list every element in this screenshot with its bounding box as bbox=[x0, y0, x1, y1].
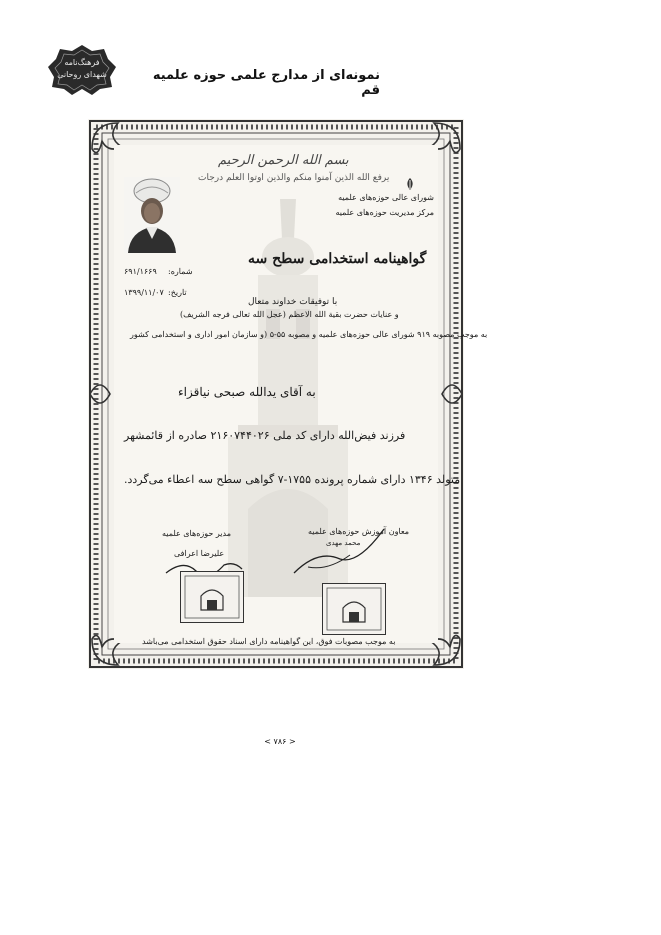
emblem-icon bbox=[403, 177, 417, 191]
logo-text-line1: فرهنگ‌نامه bbox=[64, 58, 100, 67]
bismillah-text: بسم الله الرحمن الرحیم bbox=[218, 153, 349, 168]
verse-text: یرفع الله الذین آمنوا منکم والذین اوتوا العلم درجات bbox=[198, 173, 390, 183]
certificate-footer: به موجب مصوبات فوق، این گواهینامه دارای اسناد حقوق استخدامی می‌باشد bbox=[142, 637, 396, 646]
page-heading: نمونه‌ای از مدارج علمی حوزه علمیه قم bbox=[152, 68, 380, 98]
signatory-left-name: علیرضا اعرافی bbox=[174, 549, 225, 558]
portrait-photo bbox=[124, 177, 180, 253]
date-value: ۱۳۹۹/۱۱/۰۷ bbox=[124, 288, 164, 297]
page-number: < ۷۸۶ > bbox=[264, 737, 296, 746]
signatory-right-title: معاون آموزش حوزه‌های علمیه bbox=[308, 527, 410, 536]
number-label: شماره: bbox=[168, 267, 193, 276]
intro-line-1: با توفیقات خداوند متعال bbox=[248, 297, 338, 307]
intro-line-3: به موجب مصوبه ۹۱۹ شورای عالی حوزه‌های علمیه و مصوبه ۵۵-۵ (و سازمان امور اداری و استخدامی کشور bbox=[130, 330, 488, 339]
intro-line-2: و عنایات حضرت بقیة الله الاعظم (عجل الله تعالی فرجه الشریف) bbox=[180, 310, 399, 319]
certificate-title: گواهینامه استخدامی سطح سه bbox=[248, 251, 427, 267]
number-value: ۶۹۱/۱۶۶۹ bbox=[124, 267, 157, 276]
stamp-right-emblem bbox=[323, 584, 385, 634]
recipient-birth-line: متولد ۱۳۴۶ دارای شماره پرونده ۱۷۵۵-۷ گواهی سطح سه اعطاء می‌گردد. bbox=[124, 473, 461, 486]
signatory-left-title: مدیر حوزه‌های علمیه bbox=[162, 529, 232, 538]
stamp-left-emblem bbox=[181, 572, 243, 622]
signature-right bbox=[288, 519, 398, 579]
logo-badge bbox=[46, 43, 118, 95]
issuer-line-2: مرکز مدیریت حوزه‌های علمیه bbox=[335, 208, 434, 217]
signatory-right-name: محمد مهدی bbox=[326, 539, 361, 547]
official-stamp-left bbox=[180, 571, 244, 623]
date-label: تاریخ: bbox=[168, 288, 187, 297]
recipient-father-line: فرزند فیض‌الله دارای کد ملی ۲۱۶۰۷۴۴۰۲۶ صادره از قائمشهر bbox=[124, 429, 406, 442]
logo-text-line2: شهدای روحانی bbox=[57, 70, 107, 79]
official-stamp-right bbox=[322, 583, 386, 635]
issuer-line-1: شورای عالی حوزه‌های علمیه bbox=[338, 193, 434, 202]
certificate bbox=[88, 119, 488, 669]
recipient-name-line: به آقای یدالله صبحی نیاقزاء bbox=[178, 385, 316, 399]
